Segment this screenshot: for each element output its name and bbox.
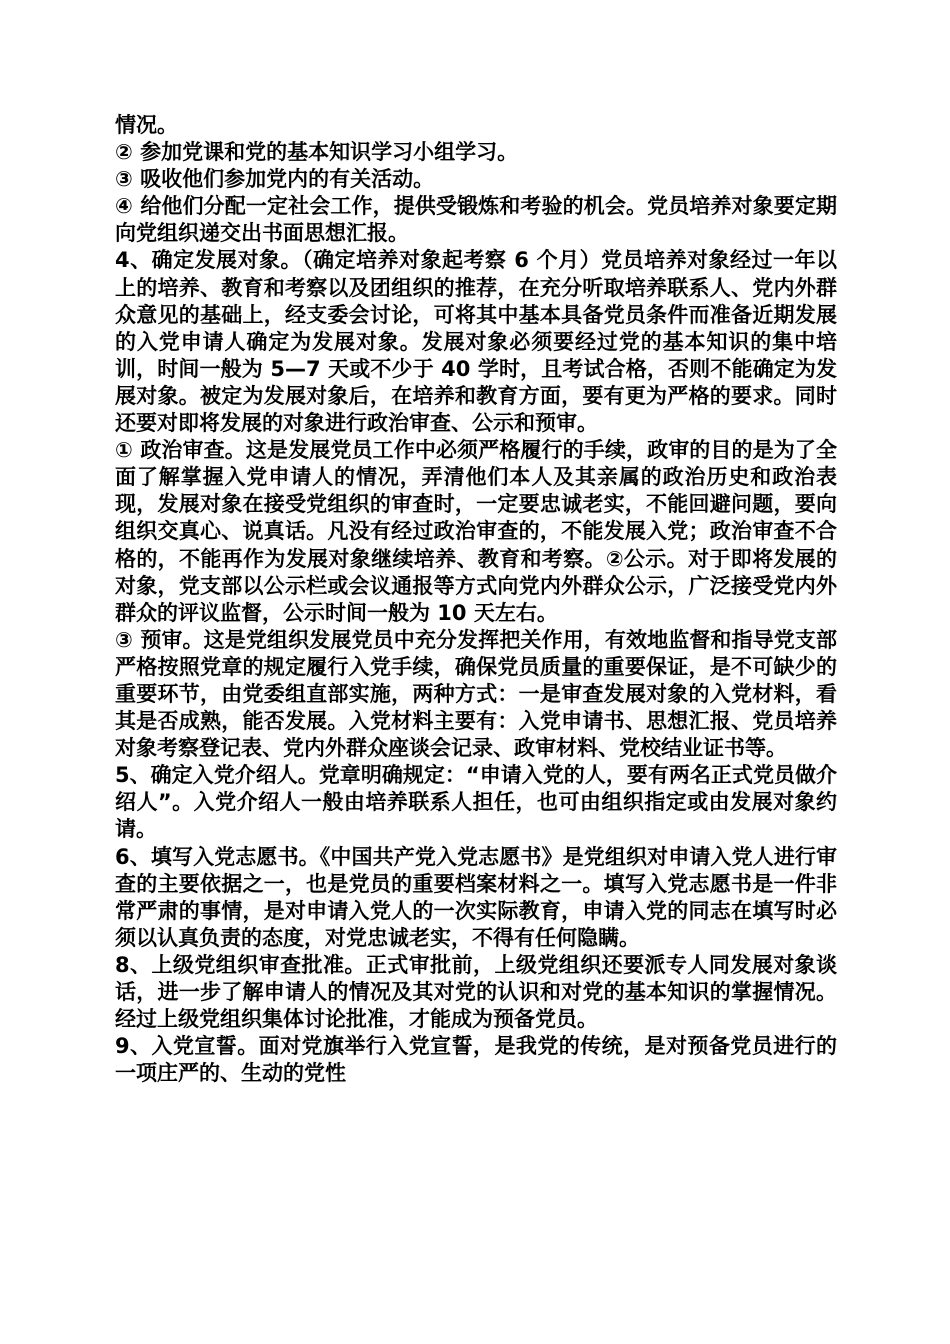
paragraph-party-activities: ③ 吸收他们参加党内的有关活动。 <box>115 167 435 192</box>
paragraph-political-review: ① 政治审查。这是发展党员工作中必须严格履行的手续，政审的目的是为了全面了解掌握入党申请人的情况，弄清他们本人及其亲属的政治历史和政治表现，发展对象在接受党组织的审查时，一定要忠诚老实，不能回避问题，要向组织交真心、说真话。凡没有经过政治审查的，不能发展入党；政治审查不合格的，不能再作为发展对象继续培养、教育和考察。②公示。对于即将发展的对象，党支部以公示栏或会议通报等方式向党内外群众公示，广泛接受党内外群众的评议监督，公示时间一般为 10 天左右。 <box>115 438 837 625</box>
paragraph-step-9-oath: 9、入党宣誓。面对党旗举行入党宣誓，是我党的传统，是对预备党员进行的一项庄严的、生动的党性 <box>115 1034 837 1086</box>
document-body <box>115 112 837 1087</box>
paragraph-social-work: ④ 给他们分配一定社会工作，提供受锻炼和考验的机会。党员培养对象要定期向党组织递交出书面思想汇报。 <box>115 194 837 246</box>
paragraph-party-class: ② 参加党课和党的基本知识学习小组学习。 <box>115 140 519 165</box>
paragraph-step-8-approval: 8、上级党组织审查批准。正式审批前，上级党组织还要派专人同发展对象谈话，进一步了解申请人的情况及其对党的认识和对党的基本知识的掌握情况。经过上级党组织集体讨论批准，才能成为预备党员。 <box>115 952 837 1032</box>
paragraph-step-6-application-form: 6、填写入党志愿书。《中国共产党入党志愿书》是党组织对申请入党人进行审查的主要依据之一，也是党员的重要档案材料之一。填写入党志愿书是一件非常严肃的事情，是对申请入党人的一次实际教育，申请入党的同志在填写时必须以认真负责的态度，对党忠诚老实，不得有任何隐瞒。 <box>115 844 837 950</box>
paragraph-situation: 情况。 <box>115 113 178 137</box>
paragraph-pre-review: ③ 预审。这是党组织发展党员中充分发挥把关作用，有效地监督和指导党支部严格按照党章的规定履行入党手续，确保党员质量的重要保证，是不可缺少的重要环节，由党委组直部实施，两种方式：一是审查发展对象的入党材料，看其是否成熟，能否发展。入党材料主要有：入党申请书、思想汇报、党员培养对象考察登记表、党内外群众座谈会记录、政审材料、党校结业证书等。 <box>115 627 837 761</box>
paragraph-step-5-introducers: 5、确定入党介绍人。党章明确规定：“申请入党的人，要有两名正式党员做介绍人”。入党介绍人一般由培养联系人担任，也可由组织指定或由发展对象约请。 <box>115 763 837 842</box>
paragraph-step-4-development-target: 4、确定发展对象。（确定培养对象起考察 6 个月）党员培养对象经过一年以上的培养、教育和考察以及团组织的推荐，在充分听取培养联系人、党内外群众意见的基础上，经支委会讨论，可将其中基本具备党员条件而准备近期发展的入党申请人确定为发展对象。发展对象必须要经过党的基本知识的集中培训，时间一般为 5—7 天或不少于 40 学时，且考试合格，否则不能确定为发展对象。被定为发展对象后，在培养和教育方面，要有更为严格的要求。同时还要对即将发展的对象进行政治审查、公示和预审。 <box>115 248 837 436</box>
